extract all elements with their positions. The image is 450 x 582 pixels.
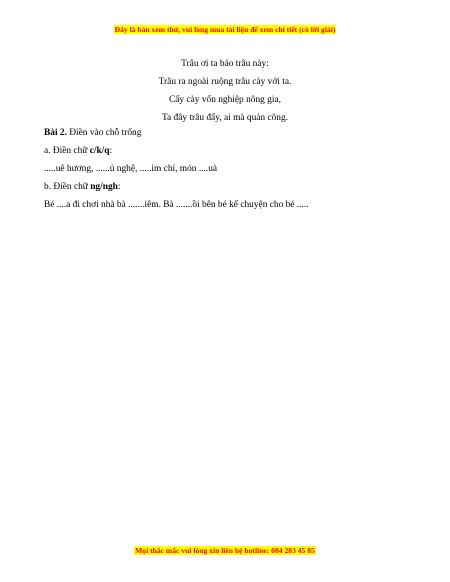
hotline-text: Mọi thắc mắc vui lòng xin liên hệ hotline: 084 283 45 85 <box>135 546 315 555</box>
hotline-banner <box>0 541 450 557</box>
part-a-prefix: a. Điền chữ <box>44 146 90 156</box>
preview-notice-text: Đây là bản xem thử, vui lòng mua tài liệu để xem chi tiết (có lời giải) <box>114 25 336 34</box>
exercise-section <box>44 124 430 214</box>
poem-line-2: Trâu ra ngoài ruộng trâu cày với ta. <box>158 77 292 87</box>
part-b-prefix: b. Điền chữ <box>44 182 91 192</box>
part-b-instruction <box>44 178 430 196</box>
poem-line-4: Ta đây trâu đấy, ai mà quản công. <box>161 113 289 123</box>
exercise-heading <box>44 124 430 142</box>
exercise-title: Điền vào chỗ trống <box>66 128 142 138</box>
part-b-suffix: : <box>117 182 121 192</box>
part-a-letters: c/k/q <box>89 146 110 156</box>
part-b-letters: ng/ngh <box>90 182 118 192</box>
part-a-suffix: : <box>109 146 113 156</box>
part-a-instruction <box>44 142 430 160</box>
part-a-items: .....uê hương, ......ủ nghệ, .....im chỉ, món ....uà <box>44 164 218 174</box>
poem-line-3: Cấy cày vốn nghiệp nông gia, <box>169 95 281 105</box>
preview-notice-banner <box>0 20 450 36</box>
part-b-items: Bé ....a đi chơi nhà bà .......iêm. Bà .......ồi bên bé kể chuyện cho bé ..... <box>44 200 309 210</box>
poem <box>0 55 450 127</box>
poem-line-1: Trâu ơi ta bảo trâu này: <box>181 59 269 69</box>
exercise-number: Bài 2. <box>44 128 67 138</box>
